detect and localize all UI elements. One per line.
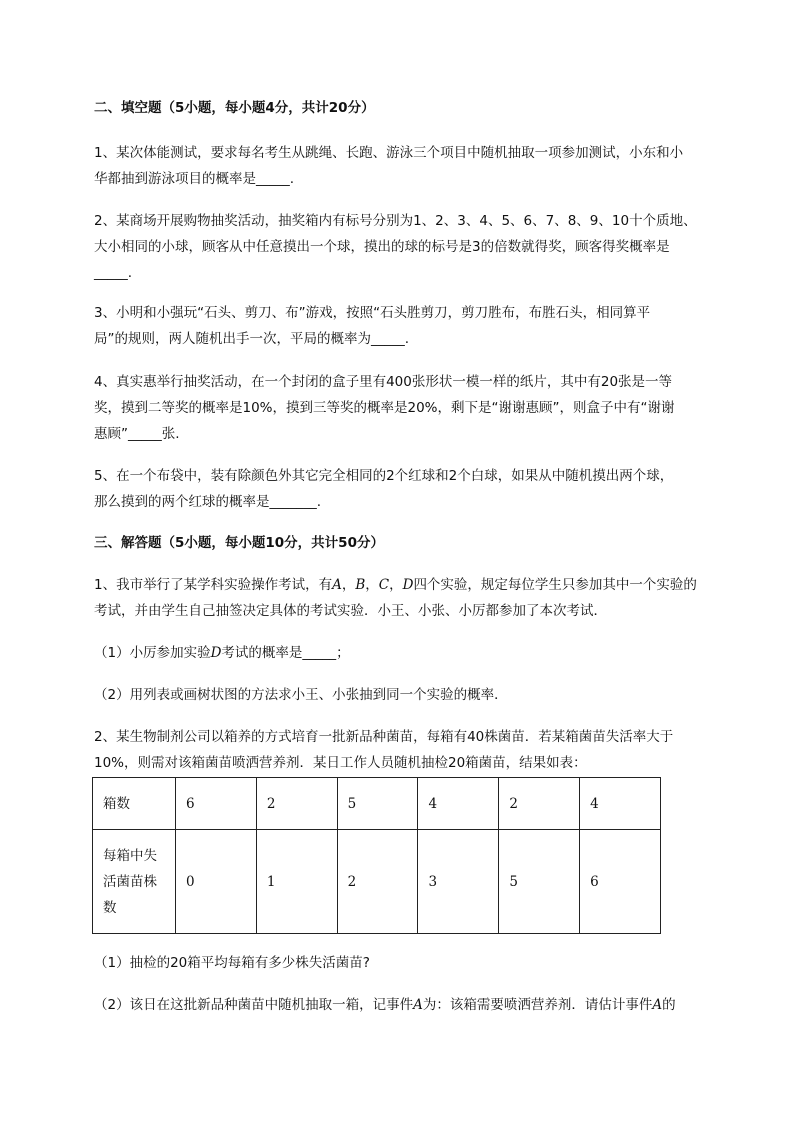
- question-line: 大小相同的小球，顾客从中任意摸出一个球，摸出的球的标号是3的倍数就得奖，顾客得奖概率是: [94, 239, 670, 255]
- separator: ，: [341, 577, 356, 593]
- table-row: [93, 778, 661, 830]
- variable: D: [402, 577, 414, 593]
- solve-question-2: [94, 724, 744, 776]
- question-line: 那么摸到的两个红球的概率是_______.: [94, 494, 322, 510]
- header-line: 数: [103, 899, 117, 916]
- table-cell: 5: [499, 830, 580, 934]
- question-line: 华都抽到游泳项目的概率是_____.: [94, 171, 295, 187]
- table-cell: 2: [337, 830, 418, 934]
- question-line: _____.: [94, 265, 133, 281]
- question-line: 奖，摸到二等奖的概率是10%，摸到三等奖的概率是20%，剩下是“谢谢惠顾”，则盒子中有“谢谢: [94, 400, 675, 416]
- table-cell: 0: [176, 830, 257, 934]
- question-line: 2、某商场开展购物抽奖活动，抽奖箱内有标号分别为1、2、3、4、5、6、7、8、9、10十个质地、: [94, 213, 697, 229]
- table-cell: 6: [580, 830, 661, 934]
- fill-question-2: [94, 208, 744, 286]
- question-line: 5、在一个布袋中，装有除颜色外其它完全相同的2个红球和2个白球，如果从中随机摸出两个球，: [94, 468, 674, 484]
- question-line: 1、某次体能测试，要求每名考生从跳绳、长跑、游泳三个项目中随机抽取一项参加测试，小东和小: [94, 145, 684, 161]
- table-cell: 2: [499, 778, 580, 830]
- question-line: 10%，则需对该箱菌苗喷洒营养剂．某日工作人员随机抽检20箱菌苗，结果如表：: [94, 755, 587, 771]
- question-line: 3、小明和小强玩“石头、剪刀、布”游戏，按照“石头胜剪刀，剪刀胜布，布胜石头，相同算平: [94, 305, 651, 321]
- question-line: 惠顾”_____张.: [94, 426, 180, 442]
- variable: A: [652, 997, 663, 1013]
- table-cell: 3: [418, 830, 499, 934]
- fill-question-3: [94, 300, 744, 352]
- header-line: 活菌苗株: [103, 873, 157, 890]
- fill-question-5: [94, 463, 744, 515]
- variable: A: [413, 997, 423, 1013]
- solve-question-1-part-2: （2）用列表或画树状图的方法求小王、小张抽到同一个实验的概率．: [94, 687, 508, 703]
- table-cell: 4: [580, 778, 661, 830]
- text-segment: 1、我市举行了某学科实验操作考试，有: [94, 577, 333, 593]
- text-segment: 四个实验，规定每位学生只参加其中一个实验的: [413, 577, 697, 593]
- separator: ，: [365, 577, 379, 593]
- table-row-header: 箱数: [93, 778, 176, 830]
- text-segment: 为：该箱需要喷洒营养剂．请估计事件: [422, 997, 653, 1013]
- solve-question-1-part-1: [94, 640, 744, 666]
- table-cell: 5: [337, 778, 418, 830]
- question-line: [94, 572, 744, 598]
- fill-question-1: [94, 140, 744, 192]
- question-line: 4、真实惠举行抽奖活动，在一个封闭的盒子里有400张形状一模一样的纸片，其中有20张是一等: [94, 374, 673, 390]
- table-cell: 2: [256, 778, 337, 830]
- sample-table: [92, 777, 661, 934]
- question-line: 局”的规则，两人随机出手一次，平局的概率为_____.: [94, 331, 410, 347]
- table-cell: 4: [418, 778, 499, 830]
- solve-question-1: [94, 572, 744, 624]
- variable: D: [210, 645, 222, 661]
- solve-question-2-part-1: （1）抽检的20箱平均每箱有多少株失活菌苗?: [94, 955, 370, 971]
- text-segment: （2）该日在这批新品种菌苗中随机抽取一箱，记事件: [94, 997, 414, 1013]
- header-line: 每箱中失: [103, 847, 157, 864]
- text-segment: 考试的概率是_____；: [221, 645, 350, 661]
- section-2-heading: 二、填空题（5小题，每小题4分，共计20分）: [94, 100, 375, 116]
- variable: A: [332, 577, 342, 593]
- fill-question-4: [94, 369, 744, 447]
- variable: B: [355, 577, 366, 593]
- table-row-header: [93, 830, 176, 934]
- variable: C: [378, 577, 390, 593]
- text-segment: （1）小厉参加实验: [94, 645, 211, 661]
- table-cell: 6: [176, 778, 257, 830]
- solve-question-2-part-2: [94, 992, 744, 1018]
- question-line: 2、某生物制剂公司以箱养的方式培育一批新品种菌苗，每箱有40株菌苗．若某箱菌苗失活率大于: [94, 729, 674, 745]
- text-segment: 的: [662, 997, 676, 1013]
- section-3-heading: 三、解答题（5小题，每小题10分，共计50分）: [94, 535, 384, 551]
- table-cell: 1: [256, 830, 337, 934]
- table-row: [93, 830, 661, 934]
- separator: ，: [389, 577, 403, 593]
- question-line: 考试，并由学生自己抽签决定具体的考试实验．小王、小张、小厉都参加了本次考试．: [94, 603, 607, 619]
